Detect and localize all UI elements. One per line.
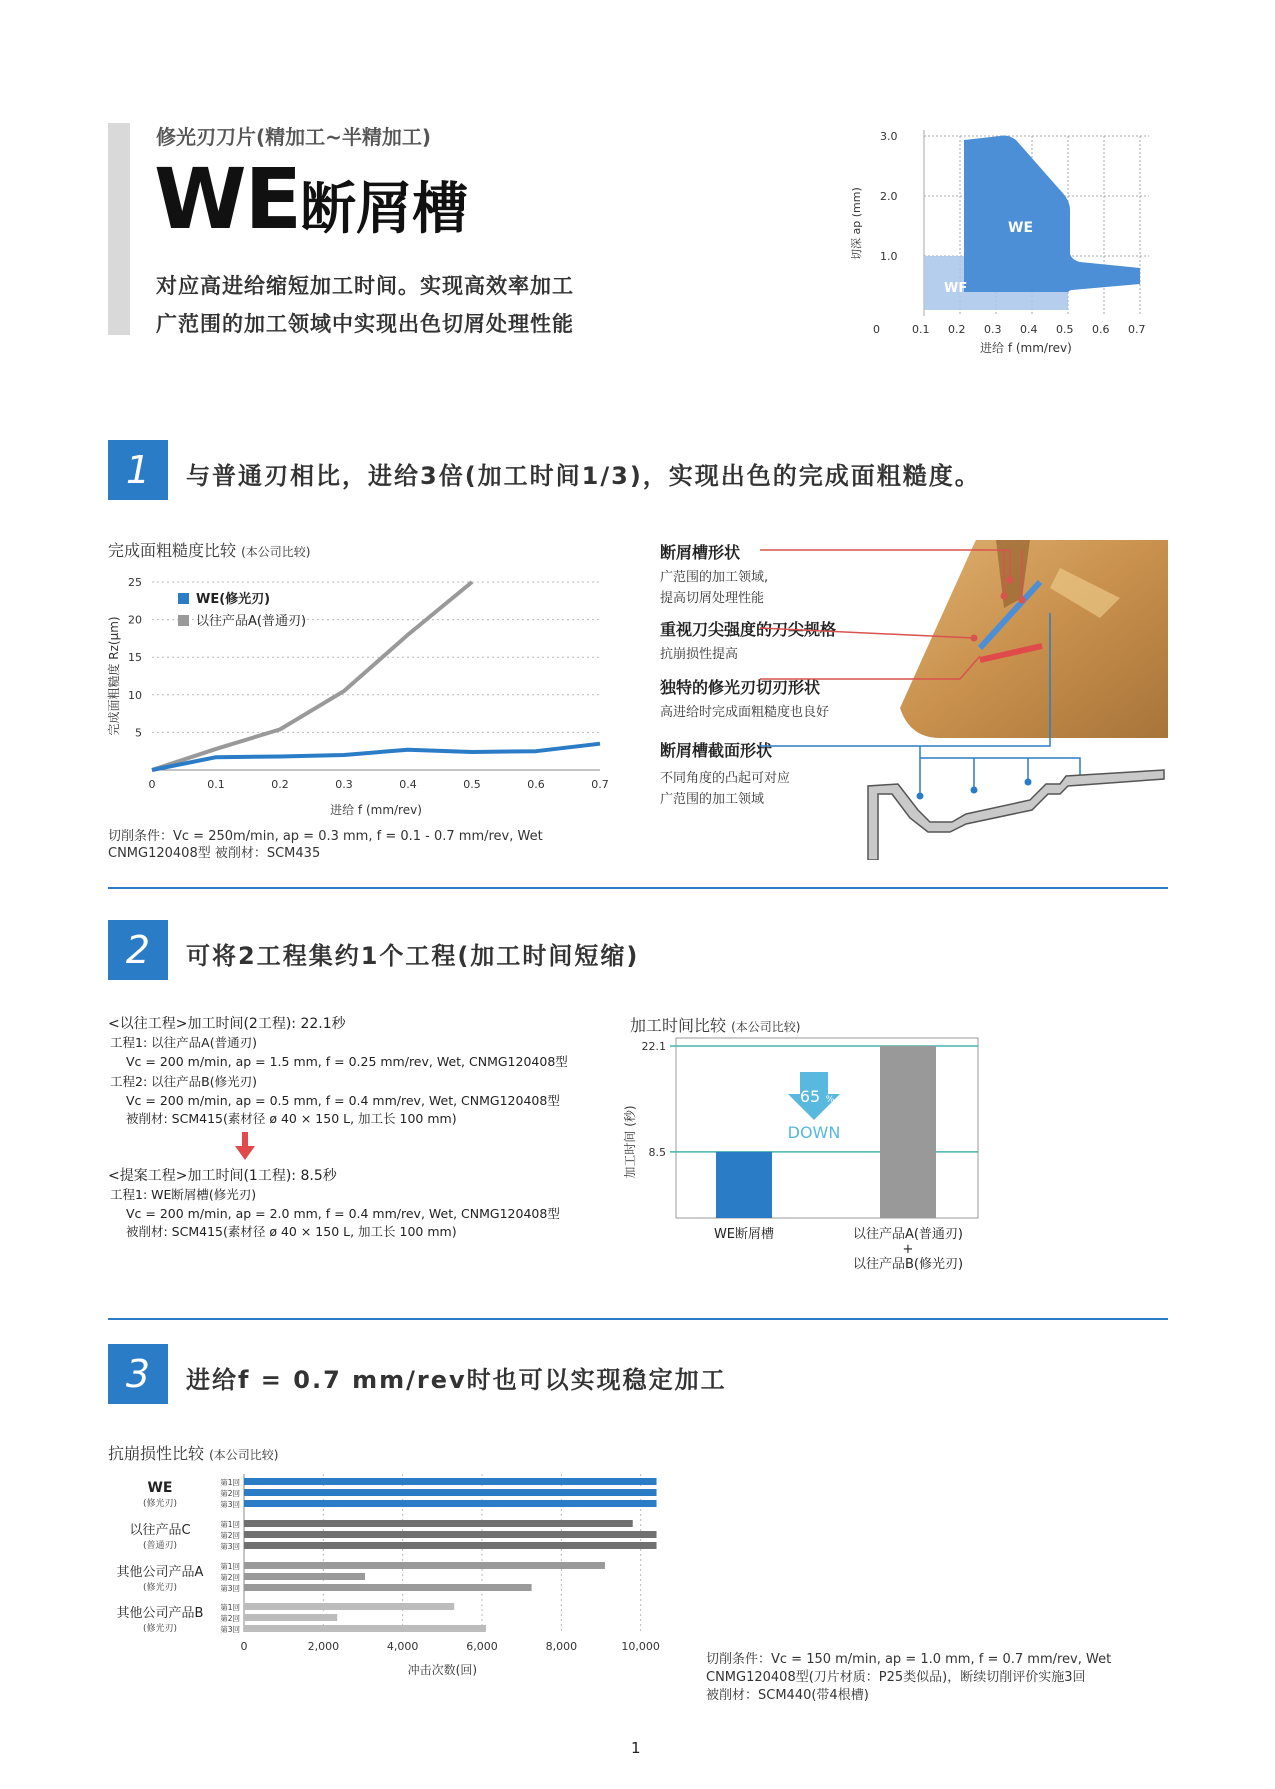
feature-1-desc-1: 广范围的加工领域, (660, 570, 769, 585)
xtick-label: 0.6 (527, 778, 545, 791)
old-step-1: 工程1: 以往产品A(普通刃) (110, 1035, 257, 1050)
new-process-head: <提案工程>加工时间(1工程): 8.5秒 (108, 1168, 337, 1184)
bar-trial (244, 1500, 657, 1507)
page-title (154, 150, 468, 248)
category-label-extra: + (902, 1242, 914, 1257)
bar-trial (244, 1562, 605, 1569)
ytick-label: 8.5 (648, 1145, 666, 1159)
chart1-note-1: 切削条件：Vc = 250m/min, ap = 0.3 mm, f = 0.1 - 0.7 mm/rev, Wet (108, 829, 543, 844)
chart2-title (630, 1013, 800, 1036)
section-1-title: 与普通刃相比，进给3倍(加工时间1/3)，实现出色的完成面粗糙度。 (186, 462, 981, 490)
section-2-number: 2 (108, 920, 168, 980)
trial-label: 第1回 (220, 1478, 240, 1487)
group-label: WE (147, 1480, 173, 1496)
x-axis-label: 冲击次数(回) (407, 1663, 478, 1677)
insert-illustration (760, 538, 1168, 860)
ytick-1: 1.0 (880, 250, 898, 263)
group-label: 其他公司产品B (116, 1606, 204, 1621)
area-xlabel: 进给 f (mm/rev) (980, 341, 1072, 355)
chart3-title-note: (本公司比较) (209, 1448, 279, 1462)
area-ylabel: 切深 ap (mm) (850, 187, 863, 260)
xtick-label: 2,000 (307, 1640, 340, 1653)
bar-trial (244, 1614, 337, 1621)
old-step-1-cond: Vc = 200 m/min, ap = 1.5 mm, f = 0.25 mm/rev, Wet, CNMG120408型 (126, 1054, 568, 1069)
trial-label: 第1回 (220, 1562, 240, 1571)
x-axis-label: 进给 f (mm/rev) (330, 803, 422, 817)
xtick-2: 0.2 (948, 323, 966, 336)
feature-1-title: 断屑槽形状 (660, 543, 741, 562)
chart3-note-1: 切削条件：Vc = 150 m/min, ap = 1.0 mm, f = 0.7 mm/rev, Wet (706, 1652, 1112, 1667)
xtick-label: 0.5 (463, 778, 481, 791)
feature-4-desc-1: 不同角度的凸起可对应 (660, 771, 791, 786)
chart1-title-text: 完成面粗糙度比较 (108, 541, 237, 560)
trial-label: 第1回 (220, 1603, 240, 1612)
ytick-label: 15 (128, 651, 142, 665)
chart3-note-3: 被削材：SCM440(带4根槽) (706, 1688, 869, 1703)
chart1-note-2: CNMG120408型 被削材：SCM435 (108, 846, 321, 861)
xtick-label: 0 (240, 1640, 248, 1653)
ytick-label: 20 (128, 613, 142, 627)
divider-1 (108, 887, 1168, 889)
trial-label: 第2回 (220, 1489, 240, 1498)
trial-label: 第2回 (220, 1573, 240, 1582)
feature-4-title: 断屑槽截面形状 (660, 741, 773, 760)
bar-trial (244, 1520, 633, 1527)
feature-3-title: 独特的修光刃切刃形状 (660, 678, 821, 697)
ytick-3: 3.0 (880, 130, 898, 143)
xtick-label: 0.3 (335, 778, 353, 791)
section-2-title: 可将2工程集约1个工程(加工时间短缩) (186, 942, 640, 970)
ytick-label: 22.1 (641, 1040, 666, 1053)
bar-trial (244, 1584, 532, 1591)
new-step-1: 工程1: WE断屑槽(修光刃) (110, 1187, 257, 1202)
xtick-label: 6,000 (466, 1640, 498, 1653)
trial-label: 第2回 (220, 1531, 240, 1540)
bar-trial (244, 1478, 657, 1485)
tagline-2: 广范围的加工领域中实现出色切屑处理性能 (156, 312, 574, 336)
category-label: WE断屑槽 (713, 1227, 775, 1242)
bar-trial (244, 1542, 657, 1549)
chart2-title-text: 加工时间比较 (630, 1016, 727, 1035)
xtick-7: 0.7 (1128, 323, 1146, 336)
ytick-label: 5 (135, 726, 142, 740)
chipbreaker-cross-section (868, 770, 1164, 860)
xtick-label: 0 (148, 778, 156, 791)
category-label-extra: 以往产品B(修光刃) (852, 1257, 964, 1272)
bar-trial (244, 1489, 657, 1496)
y-axis-label: 完成面粗糙度 Rz(μm) (107, 616, 121, 736)
chart3-title-text: 抗崩损性比较 (108, 1444, 205, 1463)
legend-label: 以往产品A(普通刃) (196, 614, 307, 629)
xtick-label: 10,000 (621, 1640, 660, 1653)
tagline-1: 对应高进给缩短加工时间。实现高效率加工 (156, 274, 574, 298)
ytick-label: 25 (128, 576, 142, 589)
reduction-percent: 65 (799, 1087, 821, 1106)
feature-1-desc-2: 提高切屑处理性能 (660, 591, 765, 606)
ytick-2: 2.0 (880, 190, 898, 203)
bar-trial (244, 1625, 486, 1632)
leader-section-2 (920, 758, 1080, 786)
process-arrow-icon (234, 1132, 256, 1162)
category-label: 以往产品A(普通刃) (852, 1227, 964, 1242)
group-label: 以往产品C (129, 1523, 191, 1538)
bar-trial (244, 1603, 454, 1610)
reduction-unit: % (825, 1095, 835, 1105)
bar-trial (244, 1531, 657, 1538)
roughness-line-chart (100, 560, 640, 820)
xtick-label: 0.7 (591, 778, 609, 791)
chipping-resistance-bar-chart (100, 1468, 680, 1708)
xtick-label: 8,000 (545, 1640, 578, 1653)
y-axis-label: 加工时间 (秒) (623, 1105, 637, 1179)
feature-2-desc: 抗崩损性提高 (660, 647, 739, 662)
old-step-2: 工程2: 以往产品B(修光刃) (110, 1074, 257, 1089)
insert-body (900, 540, 1168, 738)
group-sublabel: (修光刃) (142, 1583, 178, 1593)
bar-previous (880, 1046, 936, 1218)
chart3-title (108, 1441, 278, 1464)
trial-label: 第3回 (220, 1625, 240, 1634)
machining-time-bar-chart (620, 1036, 1000, 1286)
divider-2 (108, 1318, 1168, 1320)
feature-3-desc: 高进给时完成面粗糙度也良好 (660, 705, 830, 720)
group-sublabel: (修光刃) (142, 1624, 178, 1634)
xtick-label: 0.4 (399, 778, 417, 791)
application-range-chart (840, 120, 1170, 365)
wf-region-label: WF (944, 281, 968, 296)
bar-we (716, 1152, 772, 1218)
section-3-number: 3 (108, 1344, 168, 1404)
we-region-label: WE (1008, 220, 1034, 236)
group-sublabel: (修光刃) (142, 1499, 178, 1509)
chart1-title (108, 538, 310, 561)
feature-2-title: 重视刀尖强度的刀尖规格 (660, 620, 837, 639)
we-region (964, 136, 1140, 293)
bar-trial (244, 1573, 365, 1580)
trial-label: 第1回 (220, 1520, 240, 1529)
old-process-head: <以往工程>加工时间(2工程): 22.1秒 (108, 1016, 346, 1032)
header-accent-bar (108, 123, 130, 335)
chart2-title-note: (本公司比较) (731, 1020, 801, 1034)
feature-4-desc-2: 广范围的加工领域 (660, 792, 765, 807)
xtick-label: 0.1 (207, 778, 225, 791)
header-subtitle: 修光刃刀片(精加工~半精加工) (156, 125, 432, 149)
group-label: 其他公司产品A (116, 1565, 204, 1580)
chart1-title-note: (本公司比较) (241, 545, 311, 559)
reduction-text: DOWN (787, 1123, 841, 1142)
xtick-5: 0.5 (1056, 323, 1074, 336)
ytick-label: 10 (128, 688, 142, 702)
xtick-3: 0.3 (984, 323, 1002, 336)
chart3-note-2: CNMG120408型(刀片材质：P25类似品)，断续切削评价实施3回 (706, 1670, 1086, 1685)
section-3-title: 进给f = 0.7 mm/rev时也可以实现稳定加工 (186, 1366, 727, 1394)
xtick-6: 0.6 (1092, 323, 1110, 336)
title-cn: 断屑槽 (300, 177, 469, 242)
xtick-label: 4,000 (386, 1640, 419, 1653)
trial-label: 第2回 (220, 1614, 240, 1623)
xtick-1: 0.1 (912, 323, 930, 336)
trial-label: 第3回 (220, 1500, 240, 1509)
xtick-4: 0.4 (1020, 323, 1038, 336)
title-main: WE (154, 150, 301, 248)
group-sublabel: (普通刃) (142, 1541, 178, 1551)
old-material: 被削材: SCM415(素材径 ø 40 × 150 L, 加工长 100 mm) (126, 1111, 457, 1126)
trial-label: 第3回 (220, 1542, 240, 1551)
series-line-previous-product-a (152, 582, 472, 770)
legend-swatch (178, 593, 189, 604)
page-number: 1 (631, 1739, 641, 1757)
legend-label: WE(修光刃) (196, 592, 271, 607)
xtick-0: 0 (873, 323, 880, 336)
section-1-number: 1 (108, 440, 168, 500)
trial-label: 第3回 (220, 1584, 240, 1593)
old-step-2-cond: Vc = 200 m/min, ap = 0.5 mm, f = 0.4 mm/rev, Wet, CNMG120408型 (126, 1093, 560, 1108)
legend-swatch (178, 615, 189, 626)
new-material: 被削材: SCM415(素材径 ø 40 × 150 L, 加工长 100 mm) (126, 1224, 457, 1239)
xtick-label: 0.2 (271, 778, 289, 791)
new-step-1-cond: Vc = 200 m/min, ap = 2.0 mm, f = 0.4 mm/rev, Wet, CNMG120408型 (126, 1206, 560, 1221)
